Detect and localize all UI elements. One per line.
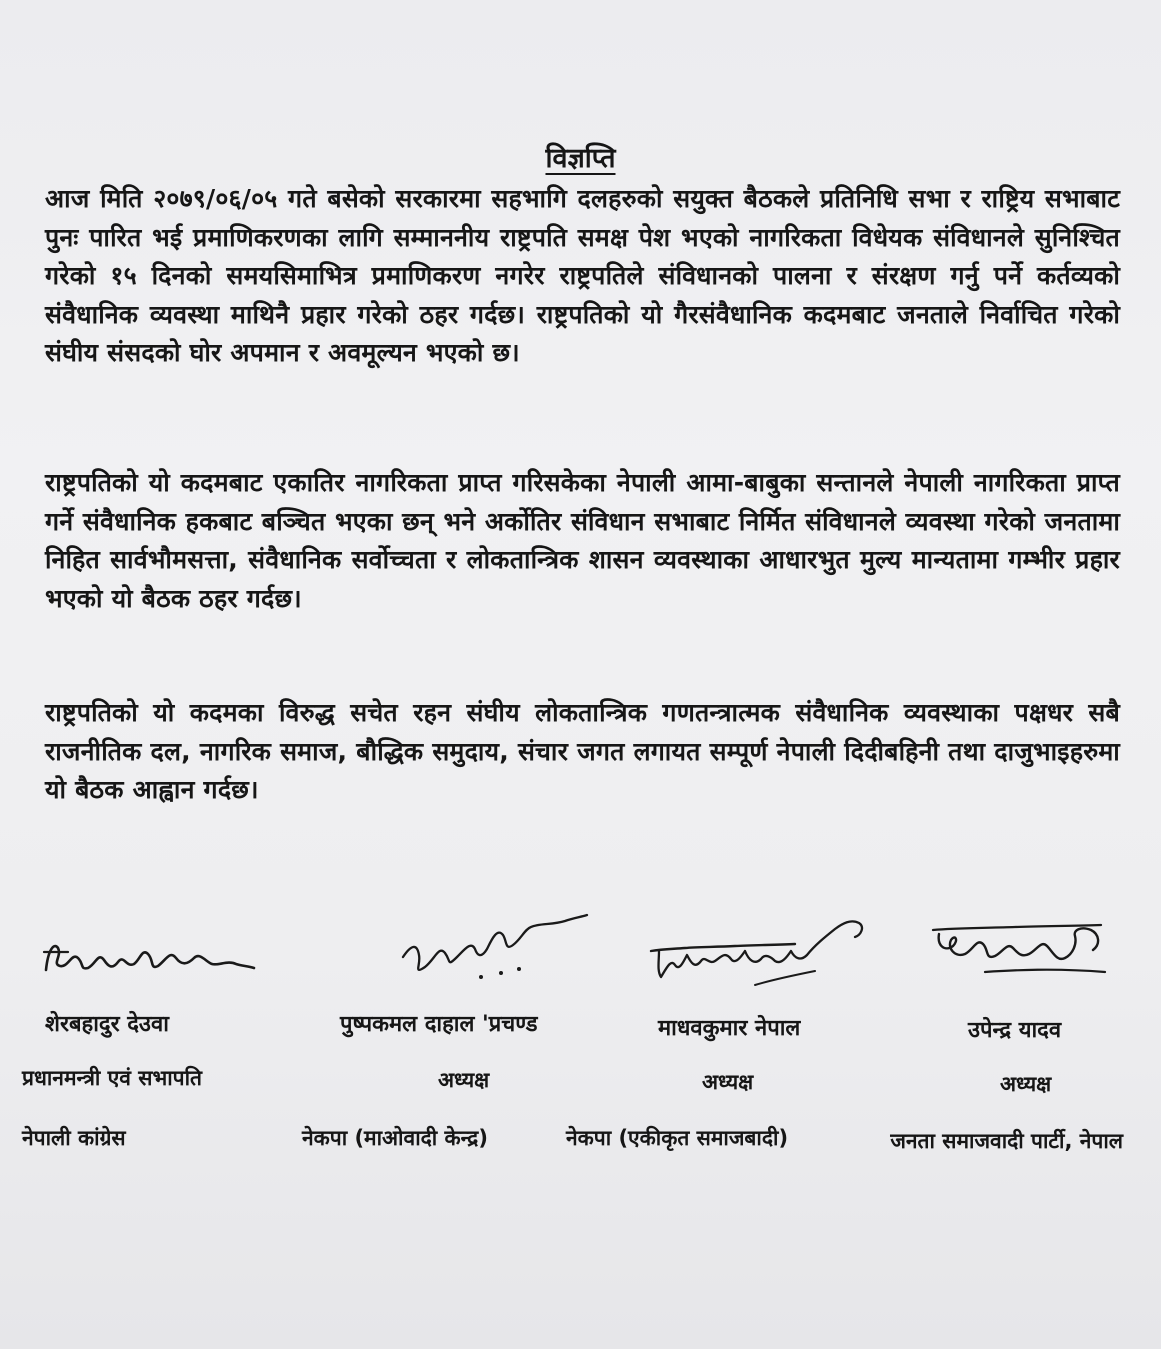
signatory-2-name: पुष्पकमल दाहाल 'प्रचण्ड [340, 1012, 538, 1037]
signature-2 [395, 905, 595, 990]
signatory-3-role: अध्यक्ष [702, 1070, 754, 1094]
signatory-1-party: नेपाली कांग्रेस [22, 1126, 126, 1150]
signatory-4-party: जनता समाजवादी पार्टी, नेपाल [890, 1129, 1123, 1153]
paragraph-3: राष्ट्रपतिको यो कदमका विरुद्ध सचेत रहन संघीय लोकतान्त्रिक गणतन्त्रात्मक संवैधानिक व्यवस्थाका पक्षधर सबै राजनीतिक दल, नागरिक समाज, बौद्धिक समुदाय, संचार जगत लगायत सम्पूर्ण नेपाली दिदीबहिनी तथा दाजुभाइहरुमा यो बैठक आह्वान गर्दछ। [45, 698, 1120, 804]
signatory-3-party: नेकपा (एकीकृत समाजबादी) [566, 1126, 789, 1150]
signatory-4-role: अध्यक्ष [1000, 1072, 1052, 1096]
signatory-2-party: नेकपा (माओवादी केन्द्र) [302, 1126, 488, 1150]
paragraph-2: राष्ट्रपतिको यो कदमबाट एकातिर नागरिकता प्राप्त गरिसकेका नेपाली आमा-बाबुका सन्तानले नेपाली नागरिकता प्राप्त गर्ने संवैधानिक हकबाट बञ्चित भएका छन् भने अर्कोतिर संविधान सभाबाट निर्मित संविधानले व्यवस्था गरेको जनतामा निहित सार्वभौमसत्ता, संवैधानिक सर्वोच्चता र लोकतान्त्रिक शासन व्यवस्थाका आधारभुत मुल्य मान्यतामा गम्भीर प्रहार भएको यो बैठक ठहर गर्दछ। [45, 468, 1120, 613]
signatory-4-name: उपेन्द्र यादव [968, 1018, 1062, 1043]
signatory-1-role: प्रधानमन्त्री एवं सभापति [22, 1066, 203, 1090]
signatory-1-name: शेरबहादुर देउवा [45, 1012, 169, 1037]
signatory-3-name: माधवकुमार नेपाल [658, 1016, 801, 1041]
paragraph-1: आज मिति २०७९/०६/०५ गते बसेको सरकारमा सहभागि दलहरुको सयुक्त बैठकले प्रतिनिधि सभा र राष्ट्रिय सभाबाट पुनः पारित भई प्रमाणिकरणका लागि सम्माननीय राष्ट्रपति समक्ष पेश भएको नागरिकता विधेयक संविधानले सुनिश्चित गरेको १५ दिनको समयसिमाभित्र प्रमाणिकरण नगरेर राष्ट्रपतिले संविधानको पालना र संरक्षण गर्नु पर्ने कर्तव्यको संवैधानिक व्यवस्था माथिनै प्रहार गरेको ठहर गर्दछ। राष्ट्रपतिको यो गैरसंवैधानिक कदमबाट जनताले निर्वाचित गरेको संघीय संसदको घोर अपमान र अवमूल्यन भएको छ। [45, 184, 1120, 367]
signatory-2-role: अध्यक्ष [438, 1068, 490, 1092]
signature-1 [38, 930, 268, 990]
document-title-text: विज्ञप्ति [545, 143, 616, 174]
document-title [0, 138, 1161, 175]
signature-4 [925, 910, 1115, 985]
signature-3 [645, 905, 875, 1000]
